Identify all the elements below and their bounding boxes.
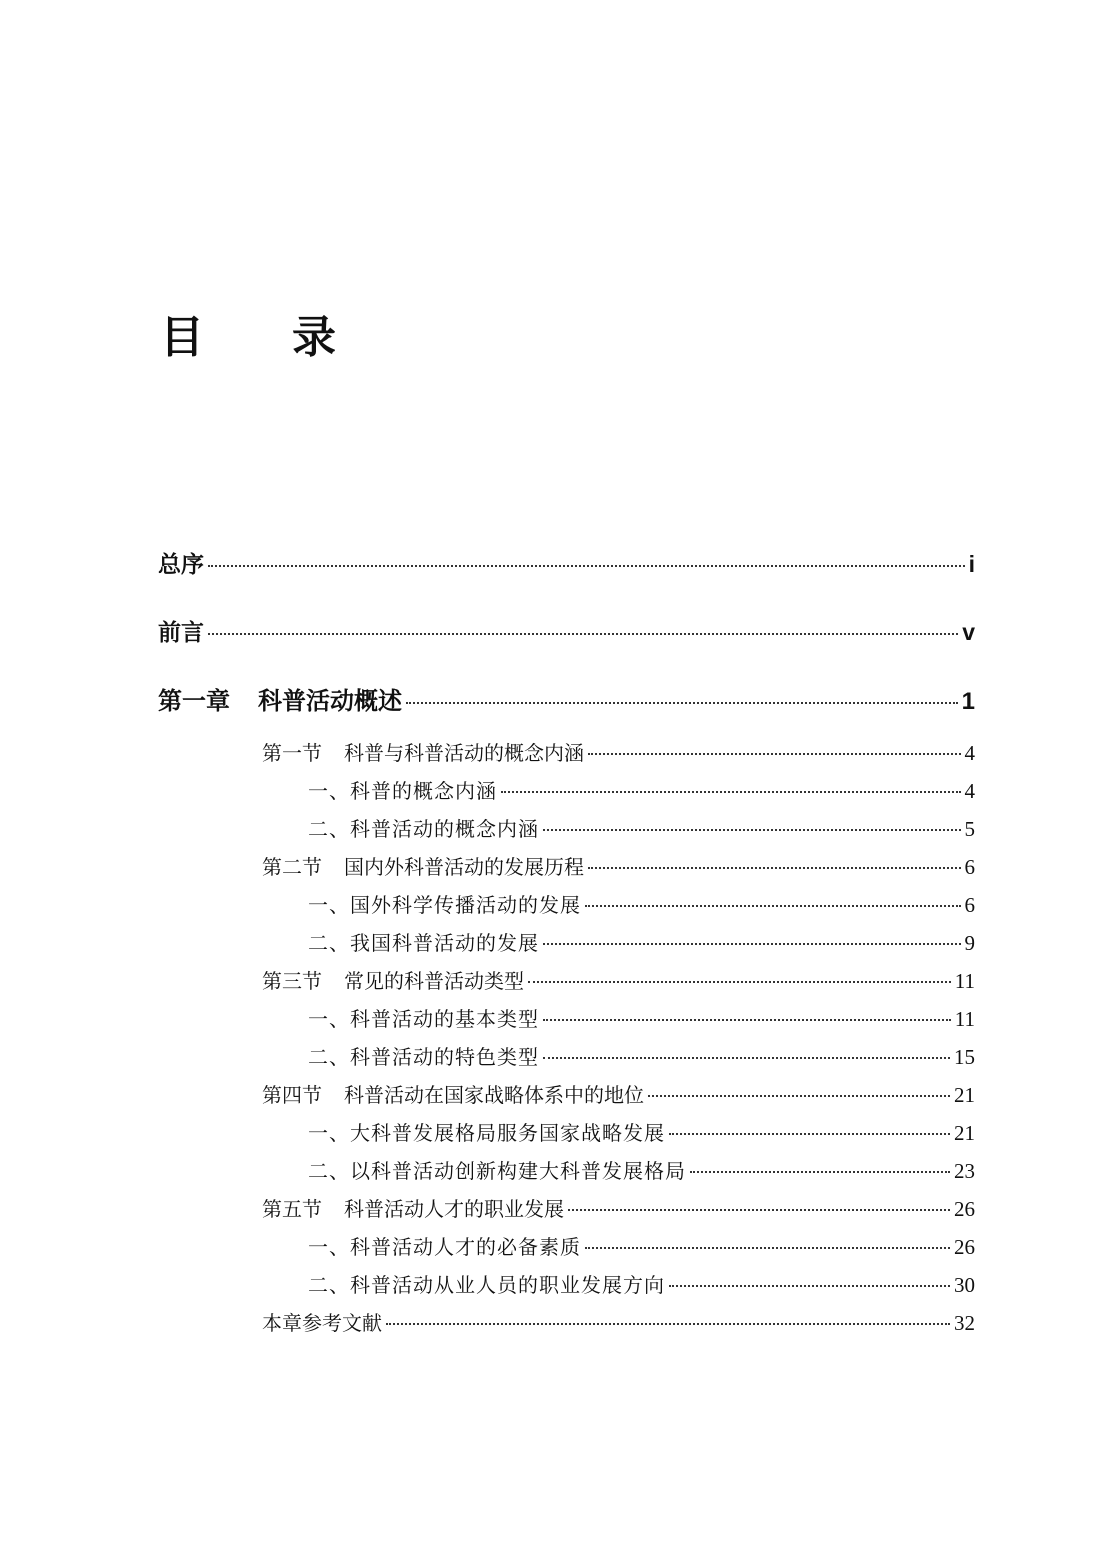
section-number: 第一节 [262, 741, 322, 765]
toc-entry-label: 二、我国科普活动的发展 [308, 931, 539, 955]
dot-leader [669, 1285, 950, 1287]
toc-entry-references[interactable] [262, 1307, 975, 1337]
dot-leader [568, 1209, 950, 1211]
dot-leader [585, 905, 961, 907]
toc-page-number: 21 [954, 1121, 975, 1145]
toc-page-number: 5 [964, 817, 975, 841]
dot-leader [208, 633, 958, 635]
toc-page-number: 30 [954, 1273, 975, 1297]
toc-entry-label: 科普活动在国家战略体系中的地位 [344, 1083, 644, 1107]
toc-page-number: 23 [954, 1159, 975, 1183]
toc-entry-foreword[interactable] [158, 614, 975, 648]
toc-page-number: 26 [954, 1235, 975, 1259]
toc-entry-label: 常见的科普活动类型 [344, 969, 524, 993]
toc-page-number: 6 [964, 893, 975, 917]
toc-entry-label: 科普与科普活动的概念内涵 [344, 741, 584, 765]
dot-leader [588, 867, 961, 869]
toc-entry-section[interactable] [262, 1079, 975, 1109]
chapter-number: 第一章 [158, 687, 230, 715]
dot-leader [543, 829, 961, 831]
dot-leader [543, 943, 961, 945]
section-number: 第二节 [262, 855, 322, 879]
toc-entry-label: 总序 [158, 552, 204, 578]
toc-page-number: 11 [954, 969, 975, 993]
toc-entry-section[interactable] [262, 737, 975, 767]
toc-entry-subsection[interactable] [308, 1117, 975, 1147]
toc-entry-label: 一、国外科学传播活动的发展 [308, 893, 581, 917]
dot-leader [208, 565, 965, 567]
dot-leader [588, 753, 961, 755]
dot-leader [669, 1133, 950, 1135]
dot-leader [648, 1095, 950, 1097]
toc-entry-subsection[interactable] [308, 1003, 975, 1033]
toc-entry-label: 国内外科普活动的发展历程 [344, 855, 584, 879]
toc-entry-section[interactable] [262, 1193, 975, 1223]
toc-entry-label: 本章参考文献 [262, 1311, 382, 1335]
toc-entry-label: 二、科普活动从业人员的职业发展方向 [308, 1273, 665, 1297]
toc-page-number: 4 [964, 779, 975, 803]
section-number: 第五节 [262, 1197, 322, 1221]
toc-entry-subsection[interactable] [308, 1231, 975, 1261]
toc-entry-subsection[interactable] [308, 1155, 975, 1185]
dot-leader [543, 1019, 951, 1021]
toc-entry-label: 一、科普的概念内涵 [308, 779, 497, 803]
toc-page-number: 26 [954, 1197, 975, 1221]
toc-entry-label: 科普活动概述 [258, 687, 402, 715]
dot-leader [528, 981, 951, 983]
toc-entry-label: 一、大科普发展格局服务国家战略发展 [308, 1121, 665, 1145]
section-number: 第三节 [262, 969, 322, 993]
toc-page-number: 9 [964, 931, 975, 955]
toc-page-number: 11 [954, 1007, 975, 1031]
toc-page-number: 6 [964, 855, 975, 879]
dot-leader [690, 1171, 950, 1173]
toc-entry-subsection[interactable] [308, 889, 975, 919]
dot-leader [501, 791, 961, 793]
page-title-char-2: 录 [292, 312, 336, 363]
toc-entry-label: 一、科普活动的基本类型 [308, 1007, 539, 1031]
dot-leader [585, 1247, 950, 1249]
toc-entry-subsection[interactable] [308, 813, 975, 843]
section-number: 第四节 [262, 1083, 322, 1107]
toc-entry-label: 二、以科普活动创新构建大科普发展格局 [308, 1159, 686, 1183]
toc-entry-subsection[interactable] [308, 1269, 975, 1299]
toc-entry-label: 科普活动人才的职业发展 [344, 1197, 564, 1221]
toc-entry-section[interactable] [262, 851, 975, 881]
dot-leader [543, 1057, 950, 1059]
page-title-char-1: 目 [160, 312, 204, 363]
toc-page-number: 1 [961, 688, 975, 715]
toc-page-number: 15 [954, 1045, 975, 1069]
toc-entry-subsection[interactable] [308, 1041, 975, 1071]
toc-page-number: 21 [954, 1083, 975, 1107]
toc-page-number: v [962, 619, 975, 645]
toc-entry-label: 前言 [158, 620, 204, 646]
dot-leader [406, 702, 958, 704]
toc-page-number: 4 [964, 741, 975, 765]
toc-page-number: 32 [954, 1311, 975, 1335]
toc-entry-subsection[interactable] [308, 775, 975, 805]
toc-entry-chapter-1[interactable] [158, 681, 975, 715]
toc-entry-label: 一、科普活动人才的必备素质 [308, 1235, 581, 1259]
toc-entry-subsection[interactable] [308, 927, 975, 957]
toc-entry-label: 二、科普活动的特色类型 [308, 1045, 539, 1069]
toc-entry-label: 二、科普活动的概念内涵 [308, 817, 539, 841]
toc-entry-general-preface[interactable] [158, 546, 975, 580]
toc-entry-section[interactable] [262, 965, 975, 995]
toc-page-number: i [968, 551, 975, 577]
dot-leader [386, 1323, 950, 1325]
